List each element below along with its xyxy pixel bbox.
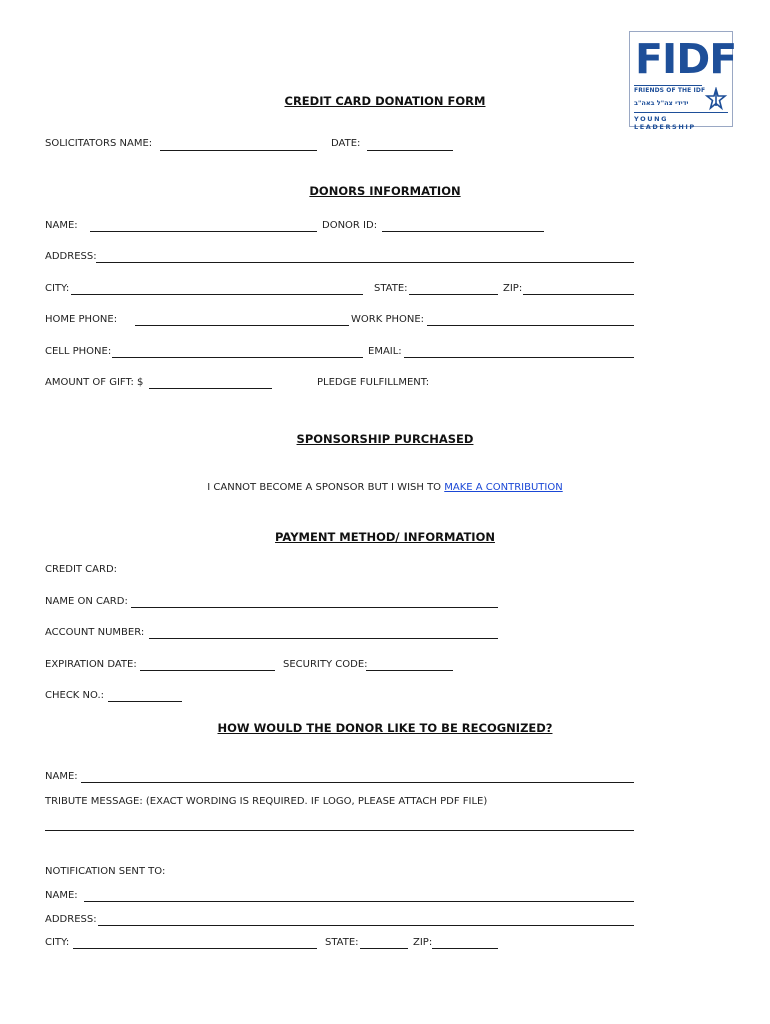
expiration-date-field[interactable] <box>140 670 275 671</box>
notification-name-field[interactable] <box>84 901 634 902</box>
amount-of-gift-field[interactable] <box>149 388 272 389</box>
name-on-card-label: NAME ON CARD: <box>45 596 128 607</box>
donor-id-field[interactable] <box>382 231 544 232</box>
donor-address-label: ADDRESS: <box>45 251 97 262</box>
date-label: DATE: <box>331 138 361 149</box>
notification-state-label: STATE: <box>325 937 359 948</box>
home-phone-field[interactable] <box>135 325 349 326</box>
recognition-name-label: NAME: <box>45 771 78 782</box>
make-contribution-link[interactable]: MAKE A CONTRIBUTION <box>444 482 563 493</box>
notification-state-field[interactable] <box>360 948 408 949</box>
notification-name-label: NAME: <box>45 890 78 901</box>
donor-address-field[interactable] <box>96 262 634 263</box>
pledge-fulfillment-label: PLEDGE FULFILLMENT: <box>317 377 430 388</box>
notification-sent-to-label: NOTIFICATION SENT TO: <box>45 866 166 877</box>
form-title: CREDIT CARD DONATION FORM <box>284 94 486 108</box>
logo-line-young-leadership: YOUNG LEADERSHIP <box>634 115 696 131</box>
donors-information-heading: DONORS INFORMATION <box>309 184 461 198</box>
donor-name-field[interactable] <box>90 231 317 232</box>
notification-address-label: ADDRESS: <box>45 914 97 925</box>
account-number-label: ACCOUNT NUMBER: <box>45 627 145 638</box>
sponsorship-text: I CANNOT BECOME A SPONSOR BUT I WISH TO <box>207 482 442 493</box>
recognition-name-field[interactable] <box>81 782 634 783</box>
email-field[interactable] <box>404 357 634 358</box>
notification-zip-label: ZIP: <box>413 937 433 948</box>
notification-zip-field[interactable] <box>432 948 498 949</box>
solicitor-name-label: SOLICITATORS NAME: <box>45 138 153 149</box>
name-on-card-field[interactable] <box>131 607 498 608</box>
check-no-label: CHECK NO.: <box>45 690 105 701</box>
expiration-date-label: EXPIRATION DATE: <box>45 659 137 670</box>
check-no-field[interactable] <box>108 701 182 702</box>
donor-id-label: DONOR ID: <box>322 220 378 231</box>
logo-line-friends: FRIENDS OF THE IDF <box>634 87 706 94</box>
donor-city-label: CITY: <box>45 283 70 294</box>
tribute-message-field[interactable] <box>45 830 634 831</box>
sponsorship-heading: SPONSORSHIP PURCHASED <box>296 432 474 446</box>
donor-state-field[interactable] <box>409 294 498 295</box>
notification-address-field[interactable] <box>98 925 634 926</box>
account-number-field[interactable] <box>149 638 498 639</box>
donor-state-label: STATE: <box>374 283 408 294</box>
logo-mark: FIDF <box>635 35 737 83</box>
credit-card-label: CREDIT CARD: <box>45 564 118 575</box>
solicitor-name-field[interactable] <box>160 150 317 151</box>
logo-line-hebrew: ידידי צה"ל באה"ב <box>634 99 689 107</box>
donor-zip-label: ZIP: <box>503 283 523 294</box>
logo-divider <box>634 85 702 86</box>
security-code-label: SECURITY CODE: <box>283 659 368 670</box>
email-label: EMAIL: <box>368 346 402 357</box>
donor-zip-field[interactable] <box>523 294 634 295</box>
donor-city-field[interactable] <box>71 294 363 295</box>
work-phone-label: WORK PHONE: <box>351 314 425 325</box>
notification-city-label: CITY: <box>45 937 70 948</box>
home-phone-label: HOME PHONE: <box>45 314 118 325</box>
logo-divider-2 <box>634 112 728 113</box>
tribute-message-label: TRIBUTE MESSAGE: (EXACT WORDING IS REQUIRED. IF LOGO, PLEASE ATTACH PDF FILE) <box>45 796 488 807</box>
amount-of-gift-label: AMOUNT OF GIFT: $ <box>45 377 144 388</box>
payment-method-heading: PAYMENT METHOD/ INFORMATION <box>275 530 495 544</box>
cell-phone-label: CELL PHONE: <box>45 346 112 357</box>
security-code-field[interactable] <box>366 670 453 671</box>
work-phone-field[interactable] <box>427 325 634 326</box>
notification-city-field[interactable] <box>73 948 317 949</box>
sponsorship-line <box>0 482 770 493</box>
fidf-logo <box>629 31 737 131</box>
cell-phone-field[interactable] <box>112 357 363 358</box>
date-field[interactable] <box>367 150 453 151</box>
donor-name-label: NAME: <box>45 220 78 231</box>
recognition-heading: HOW WOULD THE DONOR LIKE TO BE RECOGNIZED? <box>217 721 553 735</box>
